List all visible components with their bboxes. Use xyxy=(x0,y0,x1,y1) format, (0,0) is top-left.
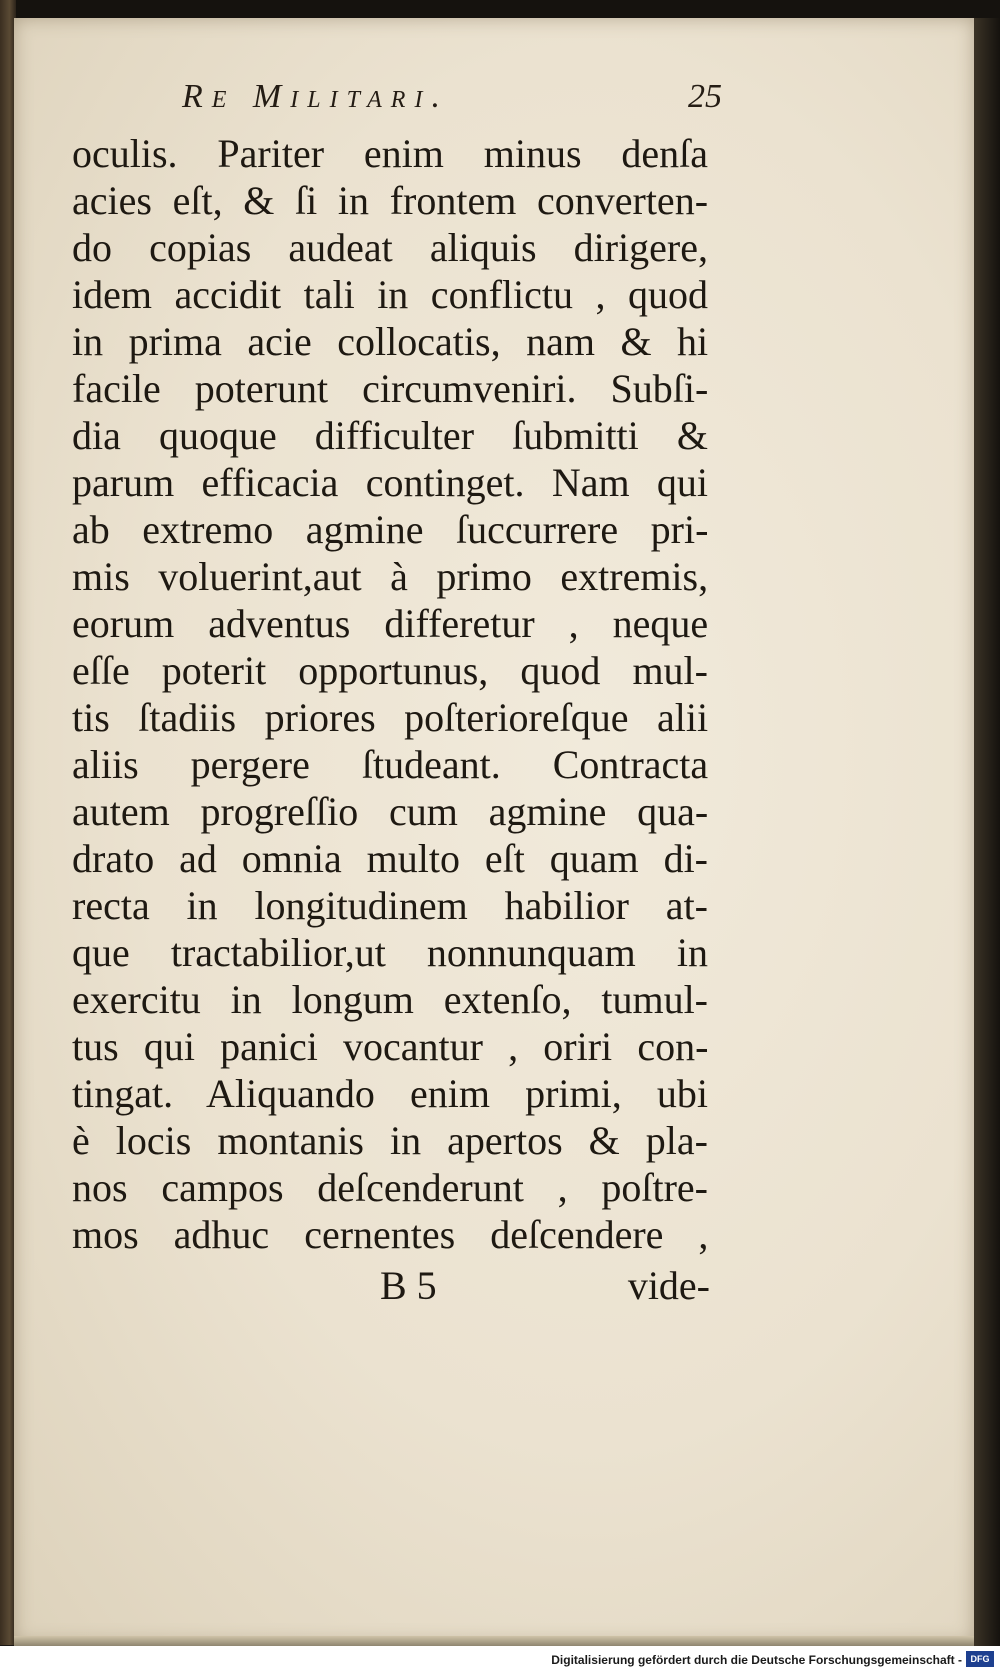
text-line: do copias audeat aliquis dirigere, xyxy=(72,225,708,270)
text-line: que tractabilior,ut nonnunquam in xyxy=(72,930,708,975)
text-line: ab extremo agmine ſuccurrere pri- xyxy=(72,507,709,552)
funding-credit: Digitalisierung gefördert durch die Deutsche Forschungsgemeinschaft - xyxy=(551,1653,962,1667)
catchword: vide- xyxy=(627,1263,710,1308)
running-head xyxy=(182,78,722,128)
printer-signature: B 5 xyxy=(380,1263,437,1308)
text-line: in prima acie collocatis, nam & hi xyxy=(72,319,709,364)
right-page-edge xyxy=(974,18,1000,1646)
dfg-logo-icon: DFG xyxy=(966,1651,994,1667)
text-line: nos campos deſcenderunt , poſtre- xyxy=(72,1165,708,1210)
text-line: parum efficacia continget. Nam qui xyxy=(72,460,708,505)
text-line: recta in longitudinem habilior at- xyxy=(72,883,708,928)
text-line: è locis montanis in apertos & pla- xyxy=(72,1118,708,1163)
text-line: acies eſt, & ſi in frontem converten- xyxy=(72,178,709,223)
page-bottom-edge xyxy=(14,1636,974,1646)
text-line: exercitu in longum extenſo, tumul- xyxy=(72,977,708,1022)
text-line: oculis. Pariter enim minus denſa xyxy=(72,131,708,176)
text-line: eorum adventus differetur , neque xyxy=(72,601,709,646)
text-line: eſſe poterit opportunus, quod mul- xyxy=(72,648,708,693)
signature-line xyxy=(380,1262,710,1312)
text-line: facile poterunt circumveniri. Subſi- xyxy=(72,366,709,411)
text-line: tis ſtadiis priores poſterioreſque alii xyxy=(72,695,709,740)
body-text-block xyxy=(72,130,708,1258)
text-line: mos adhuc cernentes deſcendere , xyxy=(72,1212,709,1257)
running-head-title: Re Militari. xyxy=(182,78,449,115)
text-line: mis voluerint,aut à primo extremis, xyxy=(72,554,709,599)
text-line: aliis pergere ſtudeant. Contracta xyxy=(72,742,709,787)
text-line: drato ad omnia multo eſt quam di- xyxy=(72,836,708,881)
text-line: tus qui panici vocantur , oriri con- xyxy=(72,1024,709,1069)
top-binding-edge xyxy=(0,0,1000,18)
text-line: dia quoque difficulter ſubmitti & xyxy=(72,413,708,458)
text-line: autem progreſſio cum agmine qua- xyxy=(72,789,709,834)
page-number: 25 xyxy=(688,78,722,115)
text-line: tingat. Aliquando enim primi, ubi xyxy=(72,1071,708,1116)
text-line: idem accidit tali in conflictu , quod xyxy=(72,272,708,317)
digitization-footer xyxy=(0,1646,1000,1676)
